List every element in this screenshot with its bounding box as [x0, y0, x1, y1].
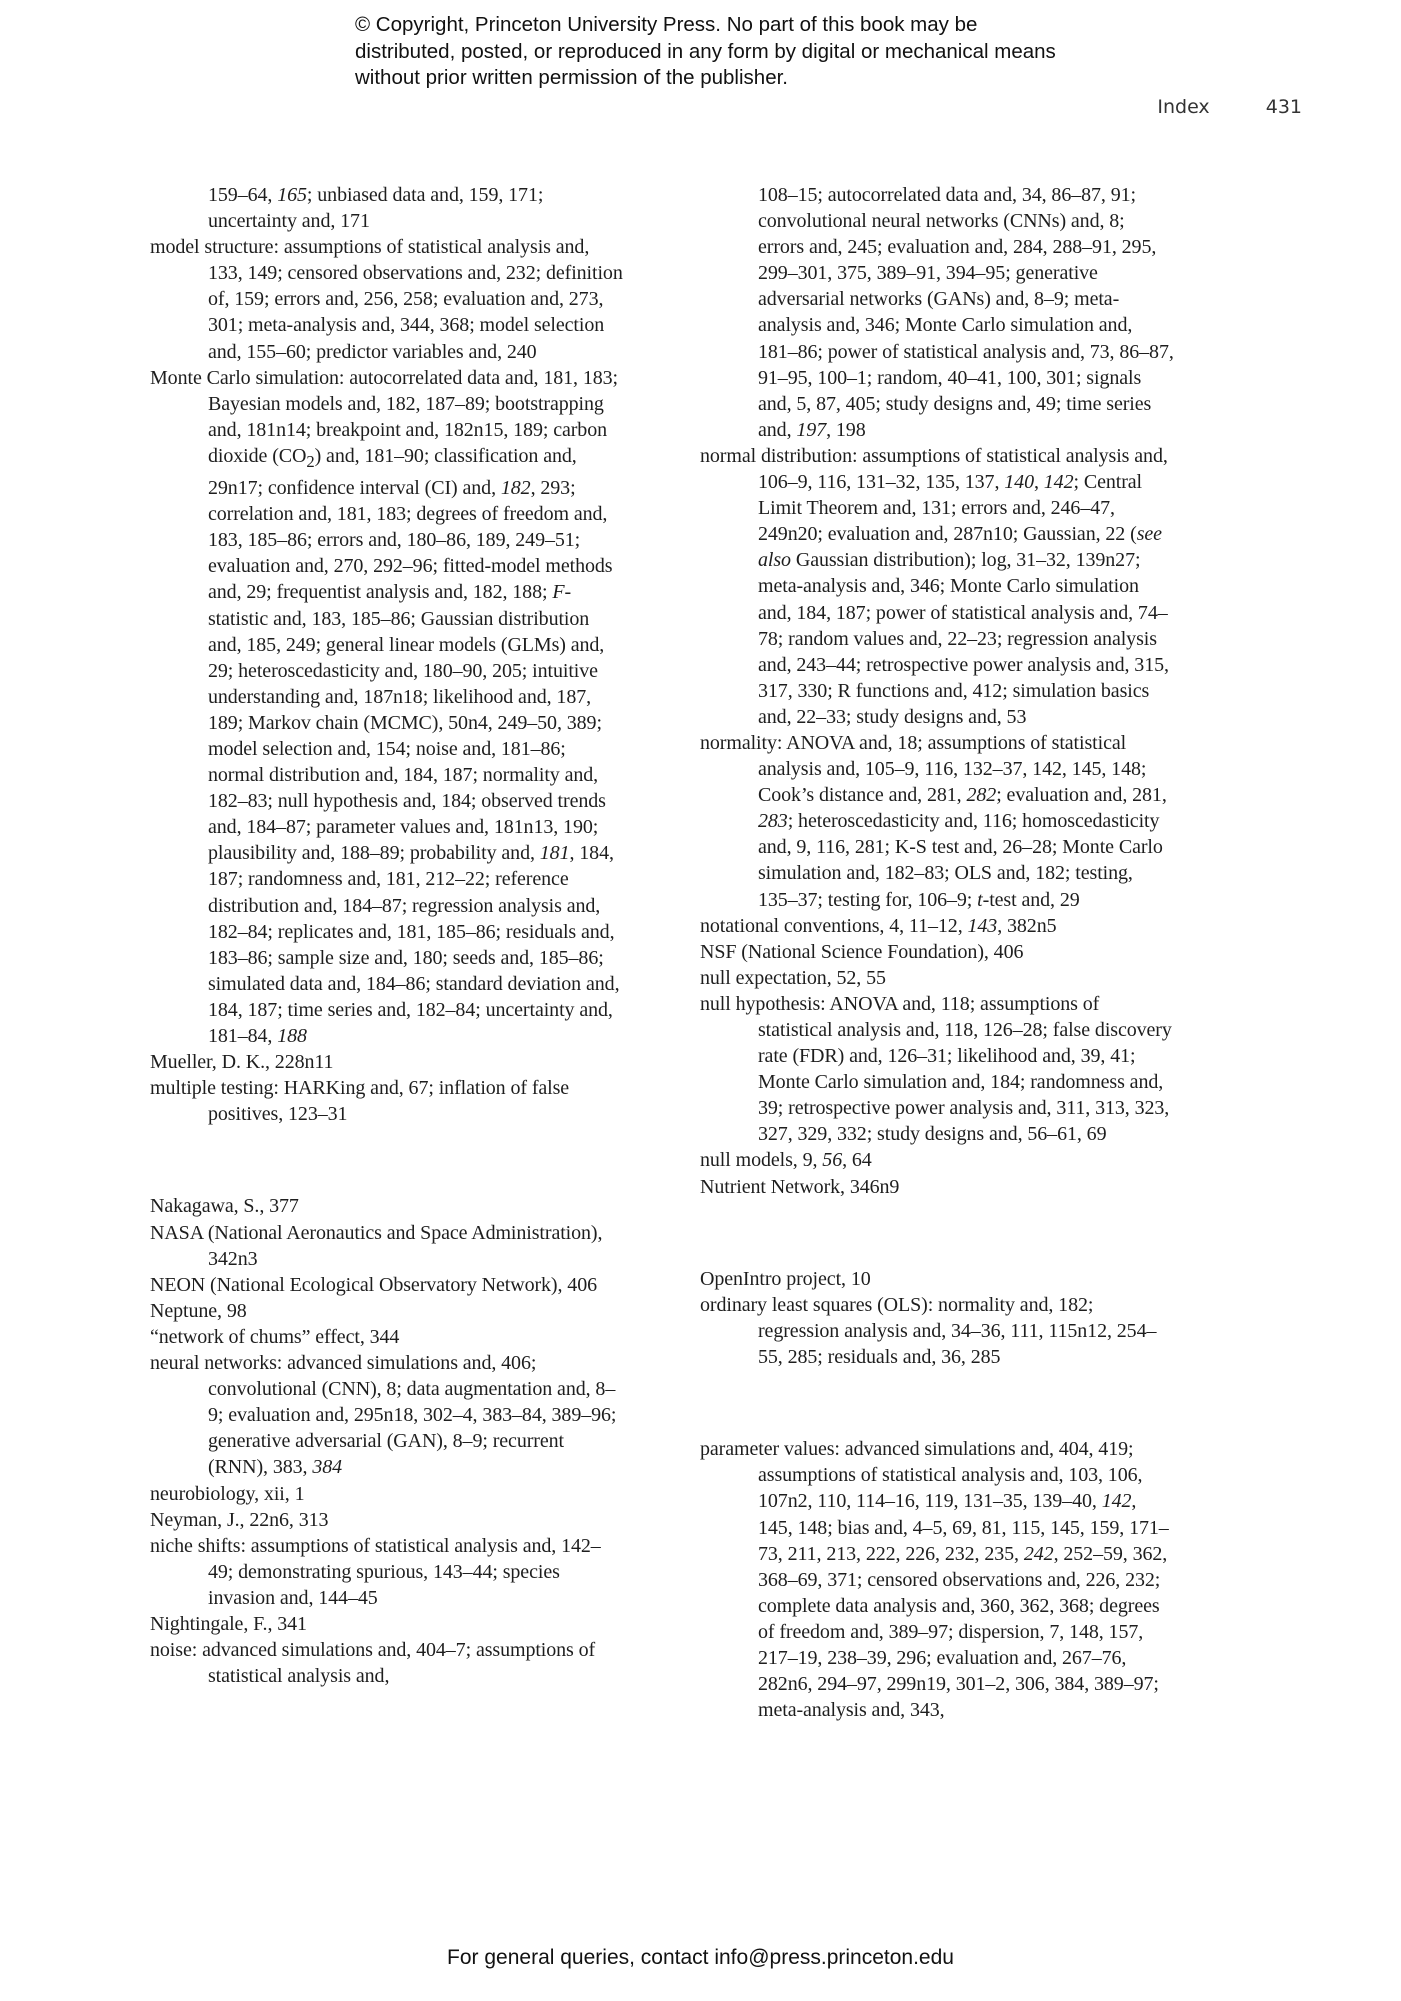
index-entry: parameter values: advanced simulations and, 404, 419; assumptions of statistical analysis and, 103, 106, 107n2, 110, 114–16, 119, 131–35, 139–40, 142, 145, 148; bias and, 4–5, 69, 81, 115, 145, 159, 171–73, 211, 213, 222, 226, 232, 235, 242, 252–59, 362, 368–69, 371; censored observations and, 226, 232; complete data analysis and, 360, 362, 368; degrees of freedom and, 389–97; dispersion, 7, 148, 157, 217–19, 238–39, 296; evaluation and, 267–76, 282n6, 294–97, 299n19, 301–2, 306, 384, 389–97; meta-analysis and, 343,: [700, 1438, 1169, 1722]
index-entry: null models, 9, 56, 64: [700, 1149, 872, 1172]
index-column-left: [150, 182, 625, 1689]
index-entry: Nakagawa, S., 377: [150, 1195, 299, 1218]
index-entry: neural networks: advanced simulations and, 406; convolutional (CNN), 8; data augmentation and, 8–9; evaluation and, 295n18, 302–4, 383–84, 389–96; generative adversarial (GAN), 8–9; recurrent (RNN), 383, 384: [150, 1352, 617, 1479]
index-entry: OpenIntro project, 10: [700, 1267, 871, 1290]
index-entry: NSF (National Science Foundation), 406: [700, 940, 1024, 963]
index-entry: ordinary least squares (OLS): normality and, 182; regression analysis and, 34–36, 111, 115n12, 254–55, 285; residuals and, 36, 285: [700, 1293, 1157, 1369]
page-number: 431: [1265, 96, 1302, 118]
index-entry: null expectation, 52, 55: [700, 966, 886, 989]
index-entry: Neyman, J., 22n6, 313: [150, 1508, 329, 1531]
index-entry: null hypothesis: ANOVA and, 118; assumptions of statistical analysis and, 118, 126–28; false discovery rate (FDR) and, 126–31; likelihood and, 39, 41; Monte Carlo simulation and, 184; randomness and, 39; retrospective power analysis and, 311, 313, 323, 327, 329, 332; study designs and, 56–61, 69: [700, 992, 1172, 1146]
index-entry: “network of chums” effect, 344: [150, 1325, 400, 1348]
index-entry: niche shifts: assumptions of statistical analysis and, 142–49; demonstrating spurious, 143–44; species invasion and, 144–45: [150, 1534, 601, 1609]
index-entry: normality: ANOVA and, 18; assumptions of statistical analysis and, 105–9, 116, 132–37, 142, 145, 148; Cook’s distance and, 281, 282; evaluation and, 281, 283; heteroscedasticity and, 116; homoscedasticity and, 9, 116, 281; K-S test and, 26–28; Monte Carlo simulation and, 182–83; OLS and, 182; testing, 135–37; testing for, 106–9; t-test and, 29: [700, 731, 1167, 911]
index-entry: Mueller, D. K., 228n11: [150, 1051, 334, 1074]
index-entry: notational conventions, 4, 11–12, 143, 382n5: [700, 914, 1057, 937]
index-entry: normal distribution: assumptions of statistical analysis and, 106–9, 116, 131–32, 135, 137, 140, 142; Central Limit Theorem and, 131; errors and, 246–47, 249n20; evaluation and, 287n10; Gaussian, 22 (see also Gaussian distribution); log, 31–32, 139n27; meta-analysis and, 346; Monte Carlo simulation and, 184, 187; power of statistical analysis and, 74–78; random values and, 22–23; regression analysis and, 243–44; retrospective power analysis and, 315, 317, 330; R functions and, 412; simulation basics and, 22–33; study designs and, 53: [700, 444, 1169, 728]
index-entry: Neptune, 98: [150, 1299, 247, 1322]
index-entry: NASA (National Aeronautics and Space Administration), 342n3: [150, 1221, 603, 1270]
index-entry: NEON (National Ecological Observatory Network), 406: [150, 1273, 597, 1296]
index-entry-continuation: 159–64, 165; unbiased data and, 159, 171; uncertainty and, 171: [208, 184, 544, 233]
section-title: Index: [1157, 96, 1210, 118]
index-letter-gap: [150, 1147, 625, 1173]
index-entry: model structure: assumptions of statistical analysis and, 133, 149; censored observations and, 232; definition of, 159; errors and, 256, 258; evaluation and, 273, 301; meta-analysis and, 344, 368; model selection and, 155–60; predictor variables and, 240: [150, 236, 623, 363]
index-entry: Nightingale, F., 341: [150, 1612, 307, 1635]
index-letter-gap: [700, 1220, 1175, 1246]
index-entry: Nutrient Network, 346n9: [700, 1175, 900, 1198]
index-column-right: [700, 182, 1175, 1723]
index-entry: multiple testing: HARKing and, 67; inflation of false positives, 123–31: [150, 1077, 570, 1126]
index-entry-continuation: 108–15; autocorrelated data and, 34, 86–87, 91; convolutional neural networks (CNNs) and, 8; errors and, 245; evaluation and, 284, 288–91, 295, 299–301, 375, 389–91, 394–95; generative adversarial networks (GANs) and, 8–9; meta-analysis and, 346; Monte Carlo simulation and, 181–86; power of statistical analysis and, 73, 86–87, 91–95, 100–1; random, 40–41, 100, 301; signals and, 5, 87, 405; study designs and, 49; time series and, 197, 198: [758, 184, 1174, 441]
index-entry: Monte Carlo simulation: autocorrelated data and, 181, 183; Bayesian models and, 182, 187–89; bootstrapping and, 181n14; breakpoint and, 182n15, 189; carbon dioxide $(CO_2)$ and, 181–90; classification and, 29n17; confidence interval (CI) and, 182, 293; correlation and, 181, 183; degrees of freedom and, 183, 185–86; errors and, 180–86, 189, 249–51; evaluation and, 270, 292–96; fitted-model methods and, 29; frequentist analysis and, 182, 188; F-statistic and, 183, 185–86; Gaussian distribution and, 185, 249; general linear models (GLMs) and, 29; heteroscedasticity and, 180–90, 205; intuitive understanding and, 187n18; likelihood and, 187, 189; Markov chain (MCMC), 50n4, 249–50, 389; model selection and, 154; noise and, 181–86; normal distribution and, 184, 187; normality and, 182–83; null hypothesis and, 184; observed trends and, 184–87; parameter values and, 181n13, 190; plausibility and, 188–89; probability and, 181, 184, 187; randomness and, 181, 212–22; reference distribution and, 184–87; regression analysis and, 182–84; replicates and, 181, 185–86; residuals and, 183–86; sample size and, 180; seeds and, 185–86; simulated data and, 184–86; standard deviation and, 184, 187; time series and, 182–84; uncertainty and, 181–84, 188: [150, 366, 620, 1047]
index-letter-gap: [700, 1390, 1175, 1416]
running-head: [1157, 96, 1302, 118]
index-entry: noise: advanced simulations and, 404–7; assumptions of statistical analysis and,: [150, 1639, 596, 1688]
index-entry: neurobiology, xii, 1: [150, 1482, 305, 1505]
footer-contact: For general queries, contact info@press.princeton.edu: [447, 1946, 954, 1969]
copyright-notice: © Copyright, Princeton University Press. No part of this book may be distributed, posted, or reproduced in any form by digital or mechanical means without prior written permission of the publisher.: [355, 13, 1056, 89]
